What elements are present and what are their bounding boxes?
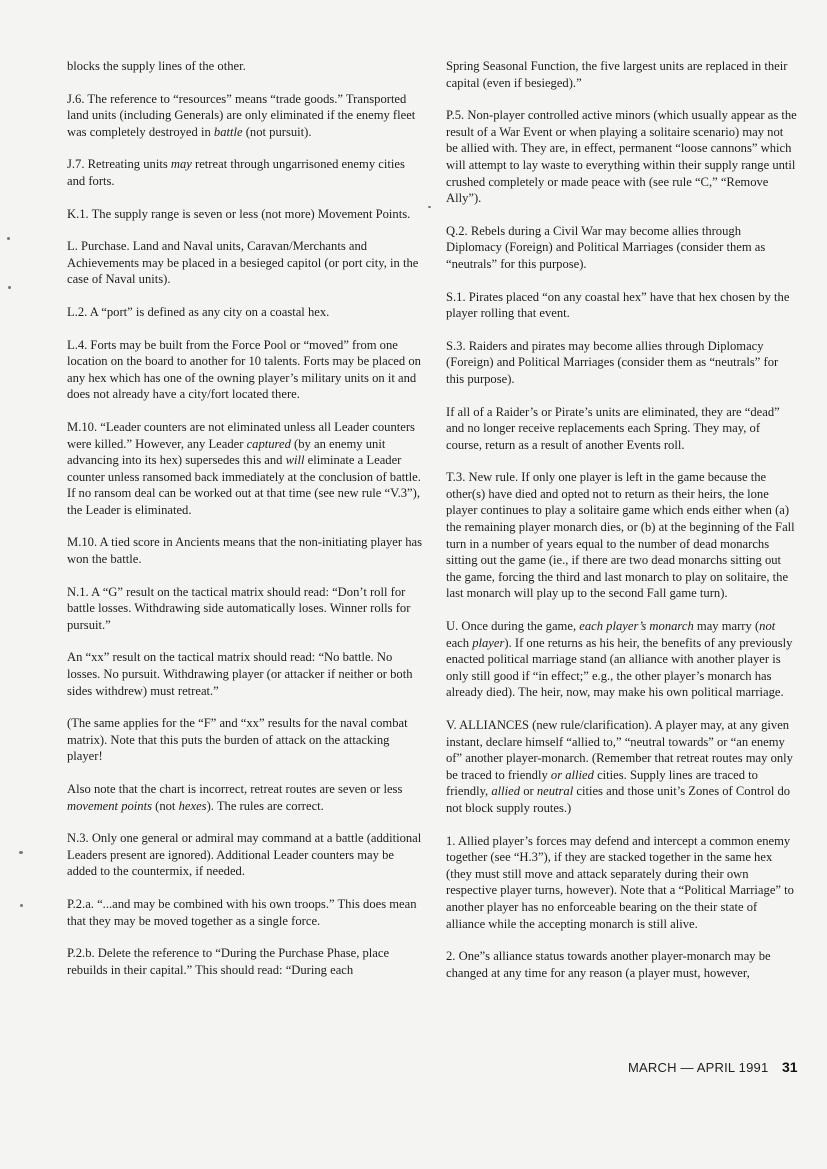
scan-speck bbox=[8, 286, 11, 289]
text-run: may marry ( bbox=[693, 619, 760, 634]
paragraph bbox=[446, 404, 798, 454]
text-run: L.4. Forts may be built from the Force Pool or “moved” from one location on the board to another for 10 talents. Forts may be placed on any hex which has one of the owning player’s military units on it and does not already have a city/fort located there. bbox=[67, 337, 421, 402]
text-run: (by an enemy unit advancing into its hex) supersedes this and bbox=[67, 436, 386, 468]
scan-speck bbox=[428, 206, 431, 208]
italic-text: movement points bbox=[67, 798, 152, 813]
text-run: If all of a Raider’s or Pirate’s units are eliminated, they are “dead” and no longer receive replacements each Spring. They may, of course, return as a result of another Events roll. bbox=[446, 404, 780, 452]
text-run: M.10. A tied score in Ancients means that the non-initiating player has won the battle. bbox=[67, 535, 423, 567]
right-column bbox=[446, 58, 798, 997]
paragraph bbox=[67, 58, 423, 75]
paragraph bbox=[446, 107, 798, 207]
paragraph bbox=[67, 337, 423, 403]
italic-text: allied bbox=[491, 784, 521, 799]
paragraph bbox=[67, 896, 423, 929]
italic-text: hexes bbox=[178, 798, 207, 813]
paragraph bbox=[446, 833, 798, 933]
text-run: ). The rules are correct. bbox=[206, 798, 324, 813]
text-run: blocks the supply lines of the other. bbox=[67, 59, 246, 73]
text-run: (not pursuit). bbox=[242, 124, 312, 139]
text-run: cities. Supply lines are traced to friendly, bbox=[446, 767, 758, 799]
paragraph bbox=[446, 469, 798, 602]
text-run: cities and those unit’s Zones of Control do not block supply routes.) bbox=[446, 784, 791, 815]
text-run: J.7. Retreating units bbox=[67, 157, 171, 172]
italic-text: each player’s monarch bbox=[579, 619, 694, 634]
italic-text: player bbox=[472, 635, 505, 650]
paragraph bbox=[67, 649, 423, 699]
paragraph bbox=[67, 781, 423, 814]
text-run: T.3. New rule. If only one player is left in the game because the other(s) have died and opted not to return as their heirs, the lone player continues to play a solitaire game which ends either when (a) the remaining player monarch dies, or (b) at the beginning of the Fall turn in a number of years equal to the number of dead monarchs sitting out the game (ie., if there are two dead monarchs sitting out the game, forcing the third and last monarch to play on solitaire, the last monarch will play up to the second Fall game turn). bbox=[446, 470, 795, 601]
text-run: S.1. Pirates placed “on any coastal hex” have that hex chosen by the player rolling that event. bbox=[446, 289, 790, 321]
paragraph bbox=[67, 206, 423, 223]
paragraph bbox=[67, 584, 423, 634]
paragraph bbox=[67, 715, 423, 765]
text-run: N.3. Only one general or admiral may command at a battle (additional Leaders present are ignored). Additional Leader counters may be added to the countermix, if needed. bbox=[67, 831, 422, 879]
text-run: Q.2. Rebels during a Civil War may become allies through Diplomacy (Foreign) and Political Marriages (consider them as “neutrals” for this purpose). bbox=[446, 223, 766, 271]
page-number: 31 bbox=[782, 1059, 798, 1075]
text-run: V. ALLIANCES (new rule/clarification). A player may, at any given instant, declare himself “allied to,” “neutral towards” or “an enemy of” another player-monarch. (Remember that retreat routes may only be traced to friendly bbox=[446, 718, 793, 782]
paragraph bbox=[446, 289, 798, 322]
text-run: P.2.a. “...and may be combined with his own troops.” This does mean that they may be moved together as a single force. bbox=[67, 896, 417, 928]
text-run: eliminate a Leader counter unless ransomed back immediately at the conclusion of battle. If no ransom deal can be worked out at that time (see new rule “V.3”), the Leader is eliminated. bbox=[67, 453, 421, 517]
paragraph bbox=[67, 156, 423, 189]
text-run: 2. One”s alliance status towards another player-monarch may be changed at any time for any reason (a player must, however, bbox=[446, 949, 771, 980]
text-run: N.1. A “G” result on the tactical matrix should read: “Don’t roll for battle losses. Withdrawing side automatically loses. Winner rolls for pursuit.” bbox=[67, 584, 411, 632]
italic-text: captured bbox=[246, 436, 291, 451]
text-run: S.3. Raiders and pirates may become allies through Diplomacy (Foreign) and Political Marriages (consider them as “neutrals” for this purpose). bbox=[446, 338, 779, 386]
italic-text: battle bbox=[213, 124, 243, 139]
italic-text: or allied bbox=[550, 767, 594, 782]
paragraph bbox=[446, 618, 798, 701]
text-run: or bbox=[520, 784, 537, 799]
text-run: each bbox=[446, 635, 473, 650]
text-run: K.1. The supply range is seven or less (not more) Movement Points. bbox=[67, 206, 411, 221]
paragraph bbox=[67, 830, 423, 880]
text-run: (not bbox=[152, 798, 179, 813]
text-run: (The same applies for the “F” and “xx” results for the naval combat matrix). Note that this puts the burden of attack on the attacking player! bbox=[67, 716, 408, 764]
paragraph bbox=[67, 945, 423, 978]
paragraph bbox=[446, 717, 798, 817]
text-run: L.2. A “port” is defined as any city on a coastal hex. bbox=[67, 304, 330, 319]
paragraph bbox=[446, 223, 798, 273]
text-run: 1. Allied player’s forces may defend and intercept a common enemy together (see “H.3”), if they are stacked together in the same hex (they must still move and attack separately during their own respective player turns, however). Note that a “Political Marriage” to another player has no enforceable bearing on the their state of alliance while the accepting monarch is still alive. bbox=[446, 833, 794, 931]
left-column bbox=[67, 58, 423, 994]
italic-text: neutral bbox=[536, 784, 574, 799]
text-run: retreat through ungarrisoned enemy cities and forts. bbox=[67, 157, 405, 188]
text-run: An “xx” result on the tactical matrix should read: “No battle. No losses. No pursuit. Withdrawing player (or attacker if neither or both sides withdrew) must retreat.” bbox=[67, 650, 413, 698]
scan-speck bbox=[19, 851, 23, 854]
scan-speck bbox=[20, 904, 23, 907]
text-run: L. Purchase. Land and Naval units, Caravan/Merchants and Achievements may be placed in a besieged capitol (or port city, in the case of Naval units). bbox=[67, 239, 419, 287]
paragraph bbox=[446, 58, 798, 91]
italic-text: not bbox=[759, 619, 776, 634]
paragraph bbox=[67, 91, 423, 141]
paragraph bbox=[67, 304, 423, 321]
italic-text: may bbox=[170, 157, 192, 172]
text-run: ). If one returns as his heir, the benefits of any previously enacted political marriage stand (an alliance with another player is only still good if “in effect;” e.g., the other player’s monarch has already died). The heir, now, may make his own political marriage. bbox=[446, 635, 793, 700]
text-run: P.5. Non-player controlled active minors (which usually appear as the result of a War Event or when playing a solitaire scenario) may not be allied with. They are, in effect, permanent “loose cannons” which will attempt to lay waste to everything within their supply range until crushed completely or made peace with (see rule “C,” “Remove Ally”). bbox=[446, 108, 797, 206]
text-run: Spring Seasonal Function, the five largest units are replaced in their capital (even if besieged).” bbox=[446, 59, 788, 90]
text-run: J.6. The reference to “resources” means “trade goods.” Transported land units (including Generals) are only eliminated if the enemy fleet was completely destroyed in bbox=[67, 91, 416, 139]
text-run: Also note that the chart is incorrect, retreat routes are seven or less bbox=[67, 782, 403, 796]
paragraph bbox=[446, 338, 798, 388]
paragraph bbox=[67, 238, 423, 288]
issue-date: MARCH — APRIL 1991 bbox=[628, 1060, 769, 1075]
text-run: U. Once during the game, bbox=[446, 619, 580, 634]
paragraph bbox=[446, 948, 798, 981]
scan-speck bbox=[7, 237, 10, 240]
paragraph bbox=[67, 534, 423, 567]
text-run: P.2.b. Delete the reference to “During the Purchase Phase, place rebuilds in their capital.” This should read: “During each bbox=[67, 946, 390, 977]
paragraph bbox=[67, 419, 423, 519]
text-run: M.10. “Leader counters are not eliminated unless all Leader counters were killed.” However, any Leader bbox=[67, 419, 415, 451]
italic-text: will bbox=[285, 453, 305, 468]
